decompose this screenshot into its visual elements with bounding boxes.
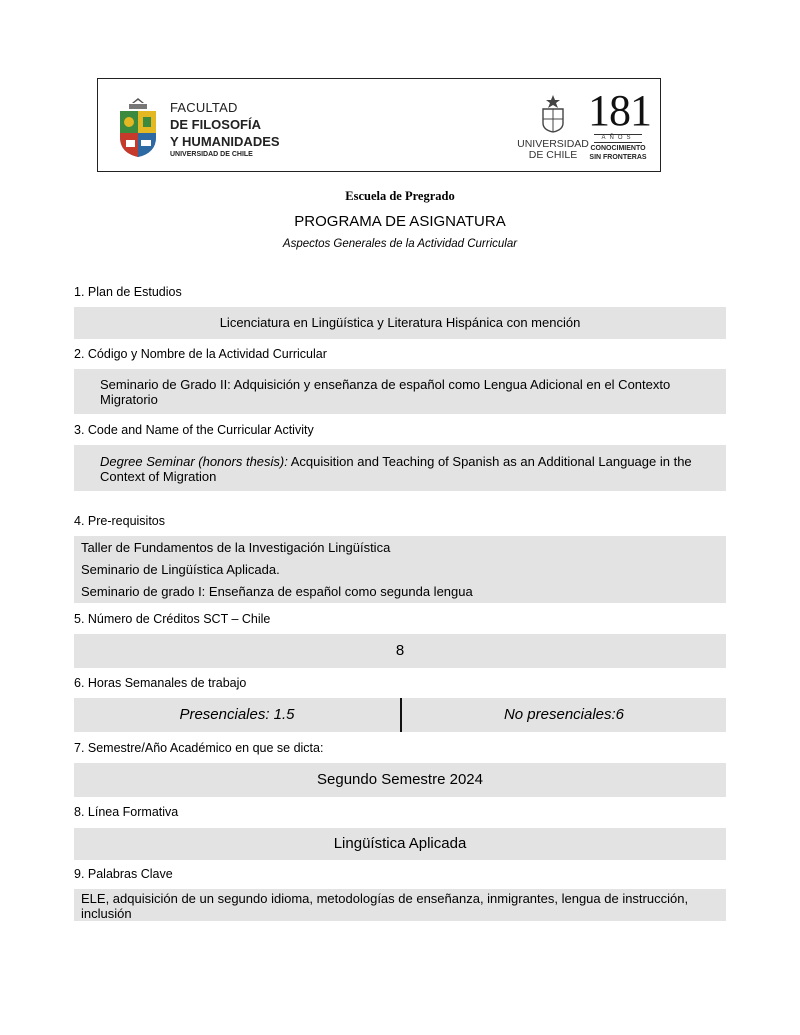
code-name-en-box: [74, 445, 726, 491]
university-crest-icon: [538, 93, 568, 133]
faculty-line2: DE FILOSOFÍA: [170, 117, 261, 132]
keywords-label: 9. Palabras Clave: [74, 867, 173, 881]
line-box: [74, 828, 726, 860]
prereq-box: [74, 536, 726, 603]
anniversary-line1: CONOCIMIENTO: [590, 145, 646, 152]
keywords-box: [74, 889, 726, 921]
anniversary-logo: [588, 86, 651, 162]
faculty-line4: UNIVERSIDAD DE CHILE: [170, 151, 253, 158]
faculty-shield-icon: [118, 97, 158, 159]
code-name-en-italic: Degree Seminar (honors thesis):: [100, 454, 288, 469]
code-name-label: 2. Código y Nombre de la Actividad Curricular: [74, 347, 327, 361]
plan-value: Licenciatura en Lingüística y Literatura Hispánica con mención: [219, 315, 581, 330]
hours-box: [74, 698, 726, 732]
header-logo-frame: [97, 78, 661, 172]
semester-value: Segundo Semestre 2024: [317, 771, 483, 788]
prereq-item: Taller de Fundamentos de la Investigación Lingüística: [81, 540, 391, 555]
code-name-en-value: [100, 454, 710, 484]
faculty-line3: Y HUMANIDADES: [170, 134, 280, 149]
prereq-list: [81, 537, 473, 603]
program-subtitle: Aspectos Generales de la Actividad Curricular: [282, 238, 518, 250]
anniversary-line2: SIN FRONTERAS: [589, 154, 647, 161]
hours-label: 6. Horas Semanales de trabajo: [74, 676, 247, 690]
credits-box: [74, 634, 726, 668]
faculty-line1: FACULTAD: [170, 100, 238, 115]
prereq-item: Seminario de Lingüística Aplicada.: [81, 562, 280, 577]
credits-value: 8: [395, 642, 405, 659]
code-name-box: [74, 369, 726, 414]
prereq-label: 4. Pre-requisitos: [74, 514, 166, 528]
semester-label: 7. Semestre/Año Académico en que se dicta:: [74, 741, 324, 755]
anniversary-years: AÑOS: [594, 134, 642, 143]
keywords-value: ELE, adquisición de un segundo idioma, metodologías de enseñanza, inmigrantes, lengua de instrucción, inclusión: [81, 891, 689, 921]
prereq-item: Seminario de grado I: Enseñanza de español como segunda lengua: [81, 584, 473, 599]
hours-no-presencial: No presenciales:6: [503, 706, 625, 723]
semester-box: [74, 763, 726, 797]
program-title: PROGRAMA DE ASIGNATURA: [294, 213, 506, 230]
faculty-logo-text: [170, 99, 280, 160]
line-value: Lingüística Aplicada: [333, 835, 467, 852]
university-line2: DE CHILE: [528, 149, 578, 161]
code-name-value: Seminario de Grado II: Adquisición y enseñanza de español como Lengua Adicional en el Contexto Migratorio: [100, 377, 671, 407]
plan-value-box: [74, 307, 726, 339]
university-line1: UNIVERSIDAD: [517, 138, 589, 150]
hours-presencial: Presenciales: 1.5: [179, 706, 295, 723]
credits-label: 5. Número de Créditos SCT – Chile: [74, 612, 271, 626]
code-name-en-label: 3. Code and Name of the Curricular Activity: [74, 423, 314, 437]
line-label: 8. Línea Formativa: [74, 805, 179, 819]
code-name-en-rest: Acquisition and Teaching of Spanish as an Additional Language in the Context of Migration: [100, 454, 692, 484]
plan-label: 1. Plan de Estudios: [74, 285, 182, 299]
school-title: Escuela de Pregrado: [345, 189, 455, 203]
university-logo-text: [516, 139, 590, 161]
anniversary-number: 181: [588, 86, 651, 135]
